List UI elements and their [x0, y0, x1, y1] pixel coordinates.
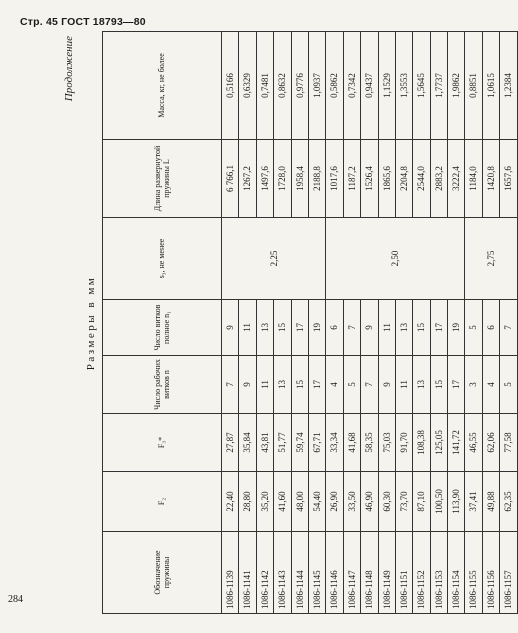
cell-f2: 41,60: [274, 472, 291, 532]
cell-total-coils: 13: [256, 300, 273, 356]
cell-length: 2204,8: [395, 140, 412, 218]
cell-length: 1187,2: [343, 140, 360, 218]
col-mass: Масса, кг, не более: [103, 32, 222, 140]
cell-f2: 73,70: [395, 472, 412, 532]
table-row: [222, 32, 239, 614]
cell-mass: 1,3553: [395, 32, 412, 140]
cell-working-coils: 11: [395, 356, 412, 414]
table-body: [222, 32, 518, 614]
table-row: [239, 32, 256, 614]
cell-length: 2544,0: [413, 140, 430, 218]
cell-working-coils: 5: [500, 356, 517, 414]
cell-s3-merged: 2,25: [222, 218, 326, 300]
table-row: [326, 32, 343, 614]
col-designation: Обозначение пружины: [103, 532, 222, 614]
cell-f2: 62,35: [500, 472, 517, 532]
cell-total-coils: 15: [413, 300, 430, 356]
cell-length: 1184,0: [465, 140, 482, 218]
cell-mass: 0,6329: [239, 32, 256, 140]
cell-mass: 0,5166: [222, 32, 239, 140]
cell-f3: 62,06: [482, 414, 499, 472]
cell-f3: 35,84: [239, 414, 256, 472]
cell-f2: 48,00: [291, 472, 308, 532]
cell-f3: 77,58: [500, 414, 517, 472]
table-row: [343, 32, 360, 614]
col-f2: F₂: [103, 472, 222, 532]
cell-total-coils: 17: [291, 300, 308, 356]
cell-length: 1267,2: [239, 140, 256, 218]
cell-f2: 87,10: [413, 472, 430, 532]
cell-length: 2883,2: [430, 140, 447, 218]
cell-f2: 22,40: [222, 472, 239, 532]
cell-designation: 1086-1142: [256, 532, 273, 614]
cell-working-coils: 13: [274, 356, 291, 414]
cell-f3: 46,55: [465, 414, 482, 472]
cell-total-coils: 7: [500, 300, 517, 356]
cell-total-coils: 19: [308, 300, 325, 356]
table-row: [413, 32, 430, 614]
cell-total-coils: 7: [343, 300, 360, 356]
cell-f2: 28,80: [239, 472, 256, 532]
cell-mass: 0,7342: [343, 32, 360, 140]
cell-length: 1958,4: [291, 140, 308, 218]
cell-mass: 1,0615: [482, 32, 499, 140]
page-header: Стр. 45 ГОСТ 18793—80: [20, 16, 146, 28]
cell-f3: 59,74: [291, 414, 308, 472]
page-number: 284: [8, 594, 23, 605]
cell-working-coils: 3: [465, 356, 482, 414]
cell-working-coils: 15: [291, 356, 308, 414]
cell-total-coils: 17: [430, 300, 447, 356]
cell-mass: 1,5645: [413, 32, 430, 140]
cell-f2: 33,50: [343, 472, 360, 532]
cell-f2: 26,90: [326, 472, 343, 532]
table-row: [291, 32, 308, 614]
cell-designation: 1086-1154: [448, 532, 465, 614]
cell-working-coils: 5: [343, 356, 360, 414]
col-total-coils: Число витков полное n₁: [103, 300, 222, 356]
cell-mass: 1,2384: [500, 32, 517, 140]
cell-total-coils: 5: [465, 300, 482, 356]
cell-working-coils: 9: [239, 356, 256, 414]
cell-f3: 125,05: [430, 414, 447, 472]
table-row: [308, 32, 325, 614]
cell-f3: 67,71: [308, 414, 325, 472]
cell-mass: 1,7737: [430, 32, 447, 140]
cell-mass: 0,7481: [256, 32, 273, 140]
cell-designation: 1086-1151: [395, 532, 412, 614]
cell-f2: 60,30: [378, 472, 395, 532]
cell-length: 3222,4: [448, 140, 465, 218]
rotated-table-block: [58, 32, 514, 614]
cell-f2: 46,90: [361, 472, 378, 532]
cell-designation: 1086-1149: [378, 532, 395, 614]
cell-designation: 1086-1155: [465, 532, 482, 614]
cell-designation: 1086-1144: [291, 532, 308, 614]
cell-total-coils: 6: [482, 300, 499, 356]
cell-working-coils: 11: [256, 356, 273, 414]
col-s3: s₃, не менее: [103, 218, 222, 300]
cell-mass: 0,8632: [274, 32, 291, 140]
table-row: [378, 32, 395, 614]
cell-f2: 35,20: [256, 472, 273, 532]
cell-length: 1526,4: [361, 140, 378, 218]
cell-working-coils: 4: [482, 356, 499, 414]
cell-working-coils: 17: [448, 356, 465, 414]
cell-length: 2188,8: [308, 140, 325, 218]
continuation-label: Продолжение: [63, 36, 75, 102]
cell-f3: 141,72: [448, 414, 465, 472]
cell-working-coils: 4: [326, 356, 343, 414]
table-row: [500, 32, 517, 614]
cell-working-coils: 13: [413, 356, 430, 414]
cell-length: 1497,6: [256, 140, 273, 218]
cell-f3: 108,38: [413, 414, 430, 472]
cell-length: 1420,8: [482, 140, 499, 218]
cell-f3: 43,81: [256, 414, 273, 472]
cell-designation: 1086-1143: [274, 532, 291, 614]
cell-f3: 58,35: [361, 414, 378, 472]
cell-f2: 37,41: [465, 472, 482, 532]
table-header-row: [103, 32, 222, 614]
table-row: [448, 32, 465, 614]
cell-length: 1865,6: [378, 140, 395, 218]
col-working-coils: Число рабочих витков n: [103, 356, 222, 414]
cell-f3: 27,87: [222, 414, 239, 472]
cell-f3: 75,03: [378, 414, 395, 472]
cell-working-coils: 17: [308, 356, 325, 414]
cell-working-coils: 9: [378, 356, 395, 414]
cell-s3-merged: 2,50: [326, 218, 465, 300]
cell-designation: 1086-1153: [430, 532, 447, 614]
cell-total-coils: 11: [239, 300, 256, 356]
table-row: [274, 32, 291, 614]
cell-f3: 51,77: [274, 414, 291, 472]
springs-table: [102, 31, 518, 614]
table-row: [465, 32, 482, 614]
cell-total-coils: 9: [222, 300, 239, 356]
cell-f2: 49,88: [482, 472, 499, 532]
cell-f2: 113,90: [448, 472, 465, 532]
cell-f3: 41,68: [343, 414, 360, 472]
cell-designation: 1086-1152: [413, 532, 430, 614]
cell-length: 1728,0: [274, 140, 291, 218]
col-length: Длина развернутой пружины L: [103, 140, 222, 218]
table-row: [482, 32, 499, 614]
cell-length: 6 766,1: [222, 140, 239, 218]
cell-f3: 91,70: [395, 414, 412, 472]
cell-mass: 1,1529: [378, 32, 395, 140]
cell-designation: 1086-1156: [482, 532, 499, 614]
cell-total-coils: 13: [395, 300, 412, 356]
cell-f2: 100,50: [430, 472, 447, 532]
table-row: [430, 32, 447, 614]
cell-working-coils: 7: [361, 356, 378, 414]
cell-working-coils: 15: [430, 356, 447, 414]
cell-designation: 1086-1139: [222, 532, 239, 614]
cell-designation: 1086-1145: [308, 532, 325, 614]
cell-mass: 0,5862: [326, 32, 343, 140]
cell-s3-merged: 2,75: [465, 218, 517, 300]
section-title: Размеры в мм: [85, 275, 97, 371]
cell-mass: 1,9862: [448, 32, 465, 140]
cell-total-coils: 19: [448, 300, 465, 356]
cell-f3: 33,34: [326, 414, 343, 472]
cell-designation: 1086-1146: [326, 532, 343, 614]
table-row: [361, 32, 378, 614]
cell-mass: 0,9437: [361, 32, 378, 140]
table-row: [256, 32, 273, 614]
col-f3: F₃*: [103, 414, 222, 472]
cell-designation: 1086-1141: [239, 532, 256, 614]
table-row: [395, 32, 412, 614]
cell-designation: 1086-1157: [500, 532, 517, 614]
cell-length: 1657,6: [500, 140, 517, 218]
cell-mass: 0,8851: [465, 32, 482, 140]
cell-total-coils: 9: [361, 300, 378, 356]
cell-designation: 1086-1147: [343, 532, 360, 614]
cell-length: 1017,6: [326, 140, 343, 218]
cell-designation: 1086-1148: [361, 532, 378, 614]
cell-f2: 54,40: [308, 472, 325, 532]
cell-mass: 1,0937: [308, 32, 325, 140]
cell-total-coils: 11: [378, 300, 395, 356]
cell-mass: 0,9776: [291, 32, 308, 140]
cell-total-coils: 15: [274, 300, 291, 356]
cell-total-coils: 6: [326, 300, 343, 356]
cell-working-coils: 7: [222, 356, 239, 414]
